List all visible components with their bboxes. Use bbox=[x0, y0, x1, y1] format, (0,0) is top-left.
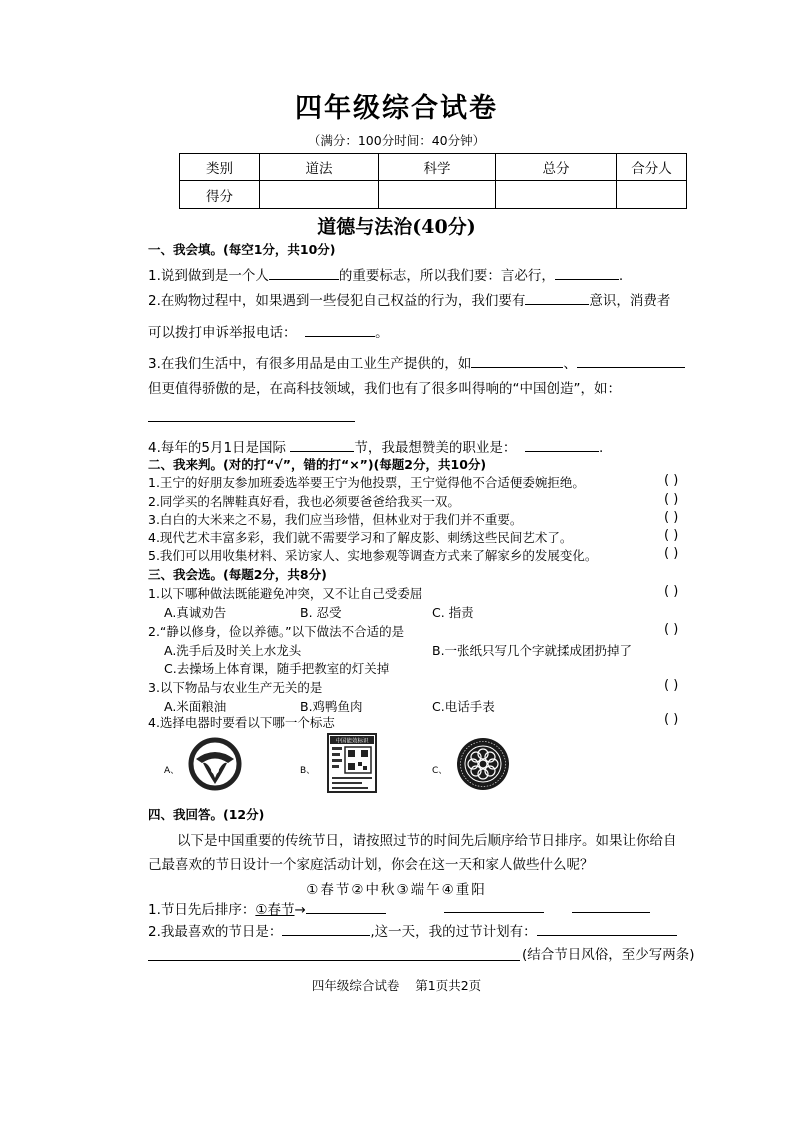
part4-heading: 四、我回答。(12分) bbox=[148, 807, 265, 822]
option-a[interactable]: A.米面粮油 bbox=[164, 699, 227, 714]
option-c[interactable]: C.去操场上体育课，随手把教室的灯关掉 bbox=[164, 661, 390, 676]
option-a-label[interactable]: A、 bbox=[164, 766, 180, 776]
label-sticker-text: 中国能效标识 bbox=[335, 738, 369, 745]
choice-question-1: 1.以下哪种做法既能避免冲突，又不让自己受委屈 bbox=[148, 586, 423, 601]
answer-hint: (结合节日风俗，至少写两条) bbox=[522, 947, 695, 963]
page-title: 四年级综合试卷 bbox=[295, 93, 498, 124]
option-b[interactable]: B.一张纸只写几个字就揉成团扔掉了 bbox=[432, 643, 633, 658]
question-2: 2.在购物过程中，如果遇到一些侵犯自己权益的行为，我们要有 意识，消费者 bbox=[148, 293, 671, 309]
option-b-label[interactable]: B、 bbox=[300, 766, 316, 776]
green-food-logo-icon[interactable] bbox=[188, 737, 242, 791]
answer-paren[interactable]: ( ) bbox=[664, 528, 679, 543]
part3-heading: 三、我会选。(每题2分，共8分) bbox=[148, 567, 327, 582]
part4-intro-line2: 己最喜欢的节日设计一个家庭活动计划，你会在这一天和家人做些什么呢？ bbox=[148, 857, 594, 873]
answer-paren[interactable]: ( ) bbox=[664, 622, 679, 637]
table-row-label: 得分 bbox=[180, 181, 260, 209]
answer-paren[interactable]: ( ) bbox=[664, 712, 679, 727]
answer-paren[interactable]: ( ) bbox=[664, 546, 679, 561]
answer-paren[interactable]: ( ) bbox=[664, 492, 679, 507]
answer-paren[interactable]: ( ) bbox=[664, 584, 679, 599]
option-a[interactable]: A.真诚劝告 bbox=[164, 605, 227, 620]
choice-question-4: 4.选择电器时要看以下哪一个标志 bbox=[148, 715, 335, 730]
table-header: 道法 bbox=[260, 154, 379, 181]
answer-blank[interactable] bbox=[305, 336, 375, 337]
part1-heading: 一、我会填。(每空1分，共10分) bbox=[148, 242, 336, 257]
section-title: 道德与法治(40分) bbox=[317, 216, 476, 238]
table-header: 科学 bbox=[379, 154, 496, 181]
answer-blank[interactable] bbox=[282, 935, 370, 936]
question-4: 4.每年的5月1日是国际 节，我最想赞美的职业是： . bbox=[148, 440, 604, 456]
choice-question-3: 3.以下物品与农业生产无关的是 bbox=[148, 680, 323, 695]
answer-paren[interactable]: ( ) bbox=[664, 473, 679, 488]
question-3: 3.在我们生活中，有很多用品是由工业生产提供的，如 、 bbox=[148, 352, 685, 372]
question-favorite: 2.我最喜欢的节日是： ,这一天，我的过节计划有： bbox=[148, 920, 677, 940]
table-header: 总分 bbox=[496, 154, 617, 181]
part4-intro-line1: 以下是中国重要的传统节日，请按照过节的时间先后顺序给节日排序。如果让你给自 bbox=[177, 833, 677, 849]
choice-question-2: 2.“静以修身，俭以养德。”以下做法不合适的是 bbox=[148, 624, 405, 639]
exam-subtitle: （满分：100分时间：40分钟） bbox=[307, 133, 486, 148]
answer-blank[interactable] bbox=[306, 913, 386, 914]
part2-heading: 二、我来判。(对的打“√”，错的打“×”)(每题2分，共10分) bbox=[148, 457, 487, 472]
answer-blank[interactable] bbox=[555, 279, 619, 280]
option-b[interactable]: B.鸡鸭鱼肉 bbox=[300, 699, 363, 714]
judge-item-4: 4.现代艺术丰富多彩，我们就不需要学习和了解皮影、刺绣这些民间艺术了。 bbox=[148, 530, 573, 545]
answer-blank[interactable] bbox=[577, 367, 685, 368]
table-header: 合分人 bbox=[617, 154, 687, 181]
option-c-label[interactable]: C、 bbox=[432, 766, 448, 776]
option-c[interactable]: C. 指责 bbox=[432, 605, 474, 620]
option-c[interactable]: C.电话手表 bbox=[432, 699, 495, 714]
judge-item-2: 2.同学买的名牌鞋真好看，我也必须要爸爸给我买一双。 bbox=[148, 494, 460, 509]
answer-blank[interactable] bbox=[525, 451, 599, 452]
question-1: 1.说到做到是一个人 的重要标志，所以我们要：言必行， . bbox=[148, 268, 624, 284]
score-cell[interactable] bbox=[496, 181, 617, 209]
answer-line[interactable] bbox=[148, 960, 520, 961]
answer-line[interactable] bbox=[572, 912, 650, 913]
certification-seal-icon[interactable] bbox=[456, 737, 510, 791]
judge-item-1: 1.王宁的好朋友参加班委选举要王宁为他投票，王宁觉得他不合适便委婉拒绝。 bbox=[148, 475, 585, 490]
answer-line[interactable] bbox=[444, 912, 544, 913]
answer-blank[interactable] bbox=[269, 279, 339, 280]
page-footer: 四年级综合试卷 第1页共2页 bbox=[311, 978, 482, 993]
answer-blank[interactable] bbox=[290, 451, 354, 452]
question-3-cont: 但更值得骄傲的是，在高科技领域，我们也有了很多叫得响的“中国创造”，如： bbox=[148, 381, 621, 397]
festival-list: ①春节②中秋③端午④重阳 bbox=[306, 882, 487, 898]
energy-label-icon[interactable] bbox=[327, 733, 377, 793]
option-a[interactable]: A.洗手后及时关上水龙头 bbox=[164, 643, 302, 658]
answer-line[interactable] bbox=[148, 421, 355, 422]
answer-paren[interactable]: ( ) bbox=[664, 510, 679, 525]
question-2-cont: 可以拨打申诉举报电话： 。 bbox=[148, 325, 389, 341]
score-cell[interactable] bbox=[379, 181, 496, 209]
answer-blank[interactable] bbox=[537, 935, 677, 936]
score-cell[interactable] bbox=[260, 181, 379, 209]
option-b[interactable]: B. 忍受 bbox=[300, 605, 342, 620]
judge-item-5: 5.我们可以用收集材料、采访家人、实地参观等调查方式来了解家乡的发展变化。 bbox=[148, 548, 598, 563]
answer-blank[interactable] bbox=[525, 304, 589, 305]
question-order: 1.节日先后排序：①春节→ bbox=[148, 898, 386, 918]
score-cell[interactable] bbox=[617, 181, 687, 209]
judge-item-3: 3.白白的大米来之不易，我们应当珍惜，但林业对于我们并不重要。 bbox=[148, 512, 523, 527]
score-table bbox=[179, 153, 687, 209]
table-header: 类别 bbox=[180, 154, 260, 181]
answer-paren[interactable]: ( ) bbox=[664, 678, 679, 693]
answer-blank[interactable] bbox=[471, 367, 563, 368]
